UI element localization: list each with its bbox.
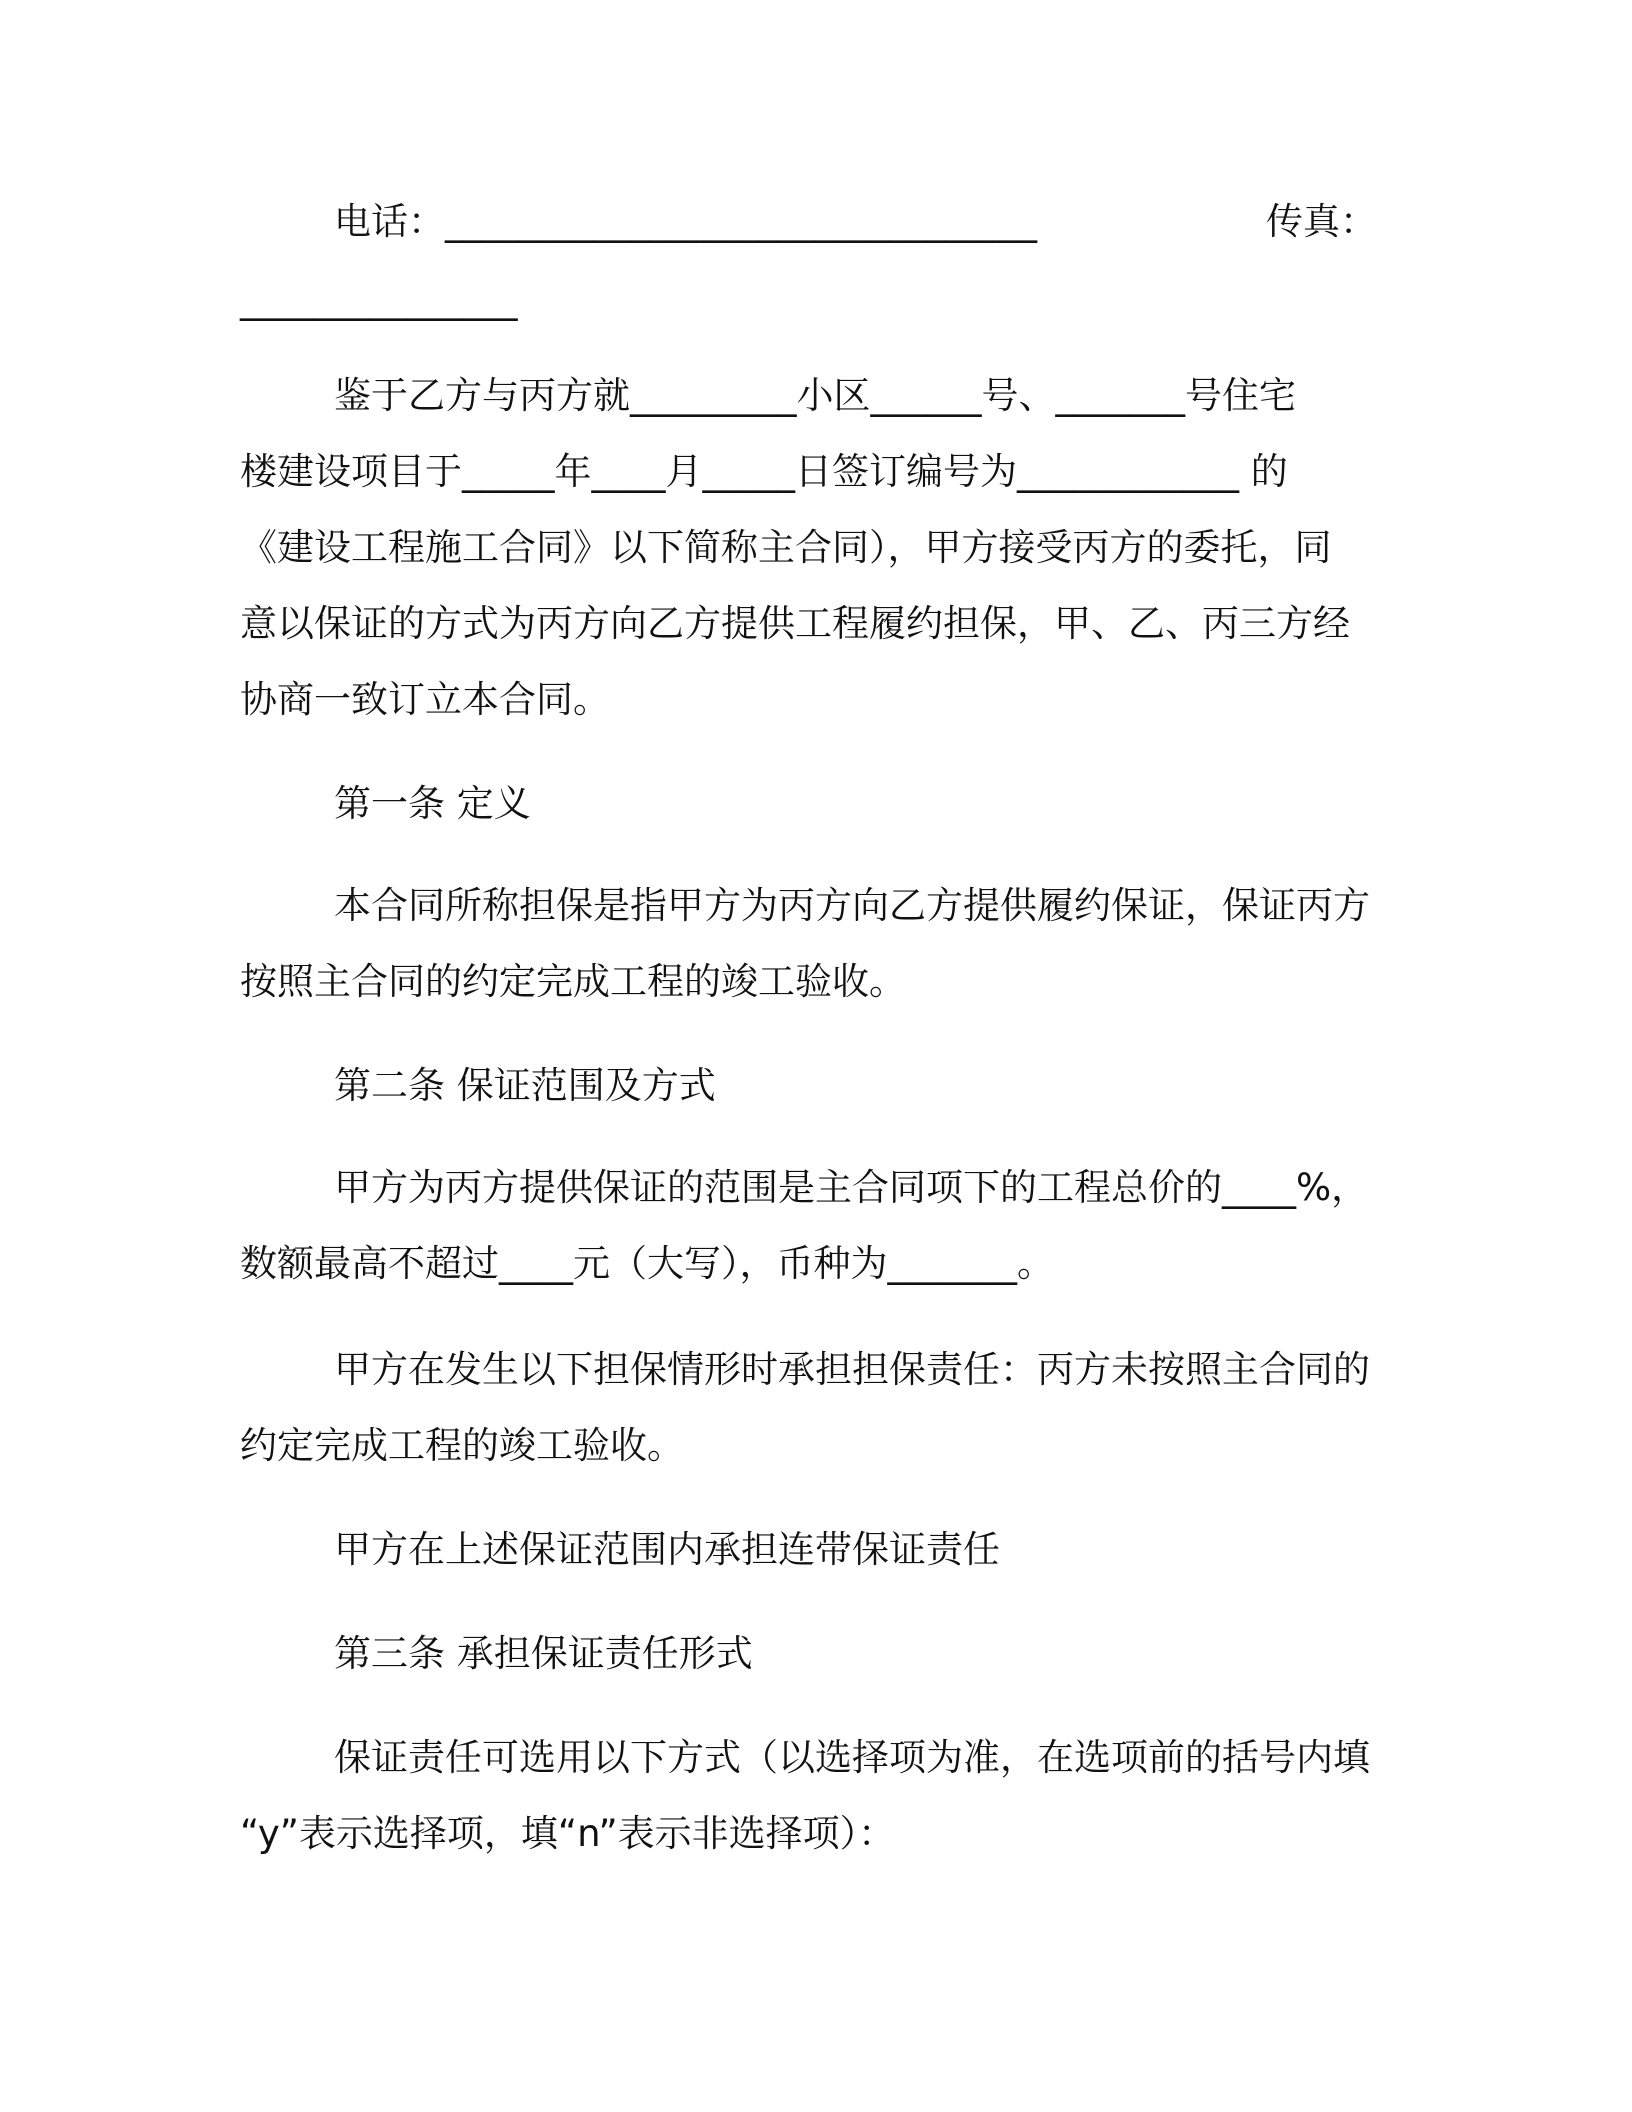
article-2-para-1-line-1: 甲方为丙方提供保证的范围是主合同项下的工程总价的____%，: [334, 1166, 1369, 1209]
intro-line-1: 鉴于乙方与丙方就_________小区______号、_______号住宅: [334, 374, 1296, 417]
article-2-heading: 第二条 保证范围及方式: [334, 1064, 716, 1107]
article-1-heading: 第一条 定义: [334, 782, 531, 825]
article-3-heading: 第三条 承担保证责任形式: [334, 1632, 753, 1675]
intro-line-5: 协商一致订立本合同。: [240, 678, 610, 721]
intro-line-4: 意以保证的方式为丙方向乙方提供工程履约担保，甲、乙、丙三方经: [240, 602, 1350, 645]
article-2-para-2-line-1: 甲方在发生以下担保情形时承担担保责任：丙方未按照主合同的: [334, 1348, 1370, 1391]
fax-label: 传真：: [1266, 200, 1377, 243]
article-1-line-1: 本合同所称担保是指甲方为丙方向乙方提供履约保证，保证丙方: [334, 884, 1370, 927]
article-1-line-2: 按照主合同的约定完成工程的竣工验收。: [240, 960, 906, 1003]
intro-line-2: 楼建设项目于_____年____月_____日签订编号为____________ 的: [240, 450, 1288, 493]
intro-line-3: 《建设工程施工合同》以下简称主合同），甲方接受丙方的委托，同: [240, 526, 1332, 569]
phone-line: 电话：________________________________: [334, 200, 1037, 243]
fax-blank: _______________: [240, 278, 518, 321]
article-2-para-1-line-2: 数额最高不超过____元（大写），币种为_______。: [240, 1242, 1054, 1285]
article-3-line-2: “y”表示选择项，填“n”表示非选择项）：: [240, 1812, 896, 1855]
article-3-line-1: 保证责任可选用以下方式（以选择项为准，在选项前的括号内填: [334, 1736, 1370, 1779]
article-2-para-3: 甲方在上述保证范围内承担连带保证责任: [334, 1528, 1000, 1571]
article-2-para-2-line-2: 约定完成工程的竣工验收。: [240, 1424, 684, 1467]
